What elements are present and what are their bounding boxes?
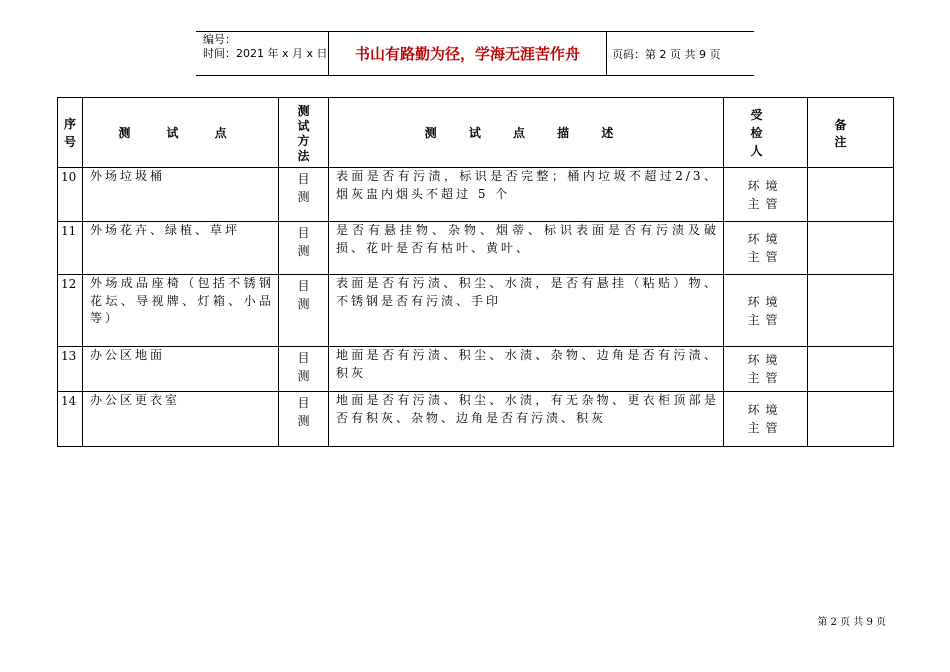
header-test-point: 测 试 点 xyxy=(83,98,279,168)
row-remark xyxy=(808,347,894,392)
header-remark: 备 注 xyxy=(808,98,894,168)
header-meta xyxy=(196,32,329,75)
table-row xyxy=(58,392,894,447)
row-method: 目测 xyxy=(279,168,329,222)
row-seq: 11 xyxy=(58,222,83,275)
row-description: 是否有悬挂物、杂物、烟蒂、标识表面是否有污渍及破损、花叶是否有枯叶、黄叶、 xyxy=(329,222,724,275)
page-header xyxy=(196,31,754,76)
row-remark xyxy=(808,392,894,447)
row-inspector: 环境主管 xyxy=(724,222,808,275)
row-method: 目测 xyxy=(279,222,329,275)
row-description: 表面是否有污渍、积尘、水渍，是否有悬挂（粘贴）物、不锈钢是否有污渍、手印 xyxy=(329,275,724,347)
table-row xyxy=(58,168,894,222)
table-row xyxy=(58,222,894,275)
row-remark xyxy=(808,275,894,347)
row-test-point: 外场垃圾桶 xyxy=(83,168,279,222)
row-remark xyxy=(808,168,894,222)
row-inspector: 环境主管 xyxy=(724,168,808,222)
row-seq: 13 xyxy=(58,347,83,392)
row-test-point: 办公区更衣室 xyxy=(83,392,279,447)
row-inspector: 环境主管 xyxy=(724,347,808,392)
row-description: 表面是否有污渍，标识是否完整；桶内垃圾不超过2/3、烟灰盅内烟头不超过 5 个 xyxy=(329,168,724,222)
row-seq: 14 xyxy=(58,392,83,447)
row-seq: 12 xyxy=(58,275,83,347)
row-inspector: 环境主管 xyxy=(724,392,808,447)
header-page-info: 页码：第 2 页 共 9 页 xyxy=(612,47,721,61)
header-motto: 书山有路勤为径，学海无涯苦作舟 xyxy=(329,32,607,75)
document-date: 时间：2021 年 x 月 x 日 xyxy=(203,47,328,60)
row-description: 地面是否有污渍、积尘、水渍、杂物、边角是否有污渍、积灰 xyxy=(329,347,724,392)
document-number-label: 编号： xyxy=(203,33,236,46)
table-header-row xyxy=(58,98,894,168)
row-remark xyxy=(808,222,894,275)
inspection-table xyxy=(57,97,894,447)
header-inspector: 受 检 人 xyxy=(724,98,808,168)
footer-page-info: 第 2 页 共 9 页 xyxy=(817,617,886,628)
row-test-point: 外场成品座椅（包括不锈钢花坛、导视牌、灯箱、小品等） xyxy=(83,275,279,347)
header-test-method: 测试方法 xyxy=(279,98,329,168)
header-description: 测 试 点 描 述 xyxy=(329,98,724,168)
row-method: 目测 xyxy=(279,347,329,392)
row-description: 地面是否有污渍、积尘、水渍，有无杂物、更衣柜顶部是否有积灰、杂物、边角是否有污渍、积灰 xyxy=(329,392,724,447)
header-seq: 序号 xyxy=(58,98,83,168)
row-test-point: 外场花卉、绿植、草坪 xyxy=(83,222,279,275)
row-method: 目测 xyxy=(279,392,329,447)
row-test-point: 办公区地面 xyxy=(83,347,279,392)
row-method: 目测 xyxy=(279,275,329,347)
table-row xyxy=(58,275,894,347)
row-inspector: 环境主管 xyxy=(724,275,808,347)
row-seq: 10 xyxy=(58,168,83,222)
table-row xyxy=(58,347,894,392)
